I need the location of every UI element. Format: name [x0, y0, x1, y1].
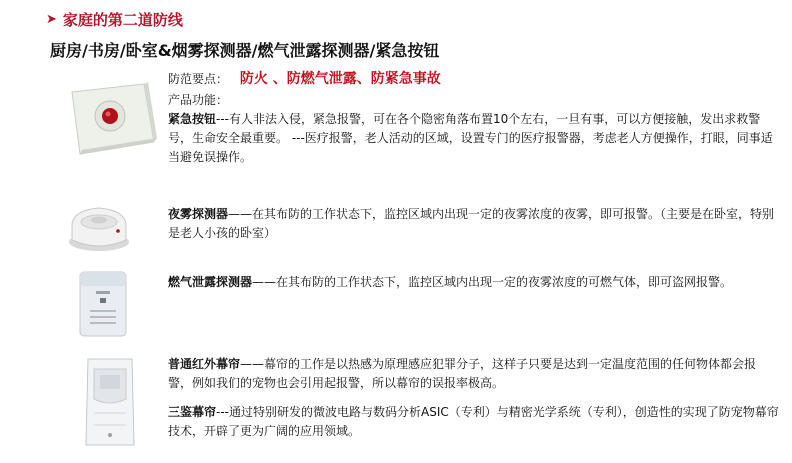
- product-desc: ——在其布防的工作状态下，监控区域内出现一定的夜雾浓度的可燃气体，即可盗网报警。: [252, 275, 733, 289]
- focus-value: 防火 、防燃气泄露、防紧急事故: [239, 71, 441, 87]
- product-gas-detector: [168, 273, 780, 292]
- product-desc: ——幕帘的工作是以热感为原理感应犯罪分子，这样子只要是达到一定温度范围的任何物体都会报警，例如我们的宠物也会引用起报警，所以幕帘的误报率极高。: [168, 357, 757, 390]
- product-name: 普通红外幕帘: [168, 357, 241, 371]
- product-desc: ——在其布防的工作状态下，监控区域内出现一定的夜雾浓度的夜雾，即可报警。（主要是在卧室，特别是老人小孩的卧室）: [168, 207, 775, 240]
- product-desc: ---有人非法入侵，紧急报警，可在各个隐密角落布置10个左右，一旦有事，可以方便接触，发出求救警号，生命安全最重要。 ---医疗报警，老人活动的区域，设置专门的医疗报警器，考虑老人方便操作，打眼，同事适当避免误操作。: [168, 112, 773, 164]
- right-triangle-arrow-icon: ➤: [46, 12, 57, 27]
- section-title: [46, 9, 183, 30]
- product-name: 燃气泄露探测器: [168, 275, 253, 289]
- product-desc: ---通过特别研发的微波电路与数码分析ASIC（专利）与精密光学系统（专利），创造性的实现了防宠物幕帘技术，开辟了更为广阔的应用领域。: [168, 405, 779, 438]
- product-name: 紧急按钮: [168, 112, 217, 126]
- product-name: 三鉴幕帘: [168, 405, 217, 419]
- product-emergency-button: [168, 110, 780, 167]
- focus-label: 防范要点：: [168, 72, 229, 86]
- section-title-text: 家庭的第二道防线: [62, 11, 183, 29]
- emergency-button-icon: [62, 78, 162, 160]
- product-name: 夜雾探测器: [168, 207, 229, 221]
- page-headline: 厨房/书房/卧室&烟雾探测器/燃气泄露探测器/紧急按钮: [50, 41, 440, 60]
- product-infrared-curtain: [168, 355, 780, 393]
- product-triple-curtain: [168, 403, 780, 441]
- functions-label: 产品功能：: [168, 93, 229, 107]
- product-smoke-detector: [168, 205, 780, 243]
- smoke-detector-icon: [66, 202, 132, 254]
- gas-detector-icon: [76, 268, 130, 340]
- infrared-curtain-icon: [82, 355, 138, 451]
- focus-row: [168, 70, 780, 89]
